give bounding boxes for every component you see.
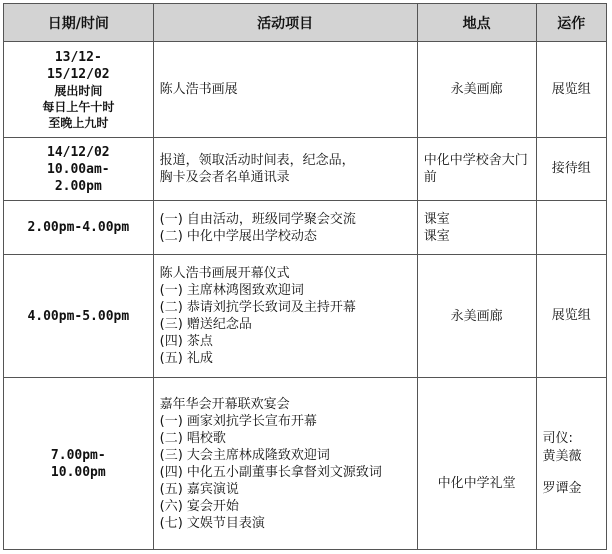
table-row bbox=[4, 255, 607, 378]
date-line: 14/12/02 bbox=[47, 144, 110, 160]
date-cell bbox=[4, 42, 154, 138]
activity-line: (四) 茶点 bbox=[159, 334, 213, 349]
activity-cell bbox=[153, 42, 417, 138]
activity-line: (一) 画家刘抗学长宣布开幕 bbox=[159, 413, 317, 429]
activity-cell bbox=[153, 255, 417, 378]
date-line: 2.00pm bbox=[54, 178, 102, 194]
schedule-table bbox=[3, 3, 607, 550]
activity-line: (五) 礼成 bbox=[159, 351, 213, 366]
activity-cell bbox=[153, 378, 417, 550]
header-operation: 运作 bbox=[536, 4, 606, 42]
activity-line: (二) 唱校歌 bbox=[159, 430, 226, 446]
operation-cell bbox=[536, 255, 606, 378]
header-activity: 活动项目 bbox=[153, 4, 417, 42]
activity-line: (一) 主席林鸿图致欢迎词 bbox=[159, 283, 304, 298]
operation-cell bbox=[536, 378, 606, 550]
header-date: 日期/时间 bbox=[4, 4, 154, 42]
operation-cell bbox=[536, 42, 606, 138]
operation-line: 展览组 bbox=[551, 81, 591, 97]
activity-line: (一) 自由活动，班级同学聚会交流 bbox=[159, 211, 356, 227]
table-row bbox=[4, 378, 607, 550]
date-cell bbox=[4, 138, 154, 201]
activity-line: (五) 嘉宾演说 bbox=[159, 481, 239, 497]
activity-line: (二) 恭请刘抗学长致词及主持开幕 bbox=[159, 300, 356, 315]
date-note-line: 至晚上九时 bbox=[48, 115, 109, 130]
date-line: 4.00pm-5.00pm bbox=[27, 308, 130, 324]
activity-line: (六) 宴会开始 bbox=[159, 498, 239, 514]
date-cell bbox=[4, 378, 154, 550]
activity-line: 陈人浩书画展 bbox=[159, 82, 238, 97]
date-line: 2.00pm-4.00pm bbox=[27, 220, 130, 235]
operation-cell bbox=[536, 201, 606, 255]
activity-cell bbox=[153, 201, 417, 255]
location-line: 课室 bbox=[423, 228, 450, 244]
location-cell bbox=[417, 201, 536, 255]
date-note-line: 每日上午十时 bbox=[42, 99, 115, 114]
activity-line: (二) 中化中学展出学校动态 bbox=[159, 228, 317, 244]
header-row bbox=[4, 4, 607, 42]
activity-line: 陈人浩书画展开幕仪式 bbox=[159, 266, 290, 281]
header-location: 地点 bbox=[417, 4, 536, 42]
operation-cell bbox=[536, 138, 606, 201]
location-cell: 永美画廊 bbox=[417, 255, 536, 378]
activity-line: 胸卡及会者名单通讯录 bbox=[159, 170, 290, 185]
activity-line: 嘉年华会开幕联欢宴会 bbox=[159, 396, 290, 412]
operation-line: 司仪: bbox=[542, 430, 573, 446]
date-line: 10.00pm bbox=[50, 464, 106, 480]
activity-line: (三) 赠送纪念品 bbox=[159, 317, 252, 332]
operation-line: 罗谭金 bbox=[542, 480, 582, 496]
date-line: 7.00pm- bbox=[50, 447, 106, 463]
operation-line: 接待组 bbox=[551, 161, 591, 176]
location-cell: 中化中学礼堂 bbox=[417, 378, 536, 550]
table-row bbox=[4, 201, 607, 255]
activity-cell bbox=[153, 138, 417, 201]
location-cell: 中化中学校舍大门前 bbox=[417, 138, 536, 201]
activity-line: (七) 文娱节目表演 bbox=[159, 515, 265, 531]
date-note-line: 展出时间 bbox=[54, 83, 103, 98]
location-cell: 永美画廊 bbox=[417, 42, 536, 138]
date-line: 10.00am- bbox=[47, 161, 110, 177]
operation-line: 黄美薇 bbox=[542, 448, 582, 464]
table-row bbox=[4, 42, 607, 138]
date-line: 15/12/02 bbox=[47, 66, 110, 82]
date-cell bbox=[4, 201, 154, 255]
operation-line: 展览组 bbox=[551, 308, 591, 323]
table-row bbox=[4, 138, 607, 201]
activity-line: 报道，领取活动时间表，纪念品， bbox=[159, 153, 355, 168]
activity-line: (四) 中化五小副董事长拿督刘文源致词 bbox=[159, 464, 382, 480]
date-line: 13/12- bbox=[54, 49, 102, 65]
date-cell bbox=[4, 255, 154, 378]
activity-line: (三) 大会主席林成隆致欢迎词 bbox=[159, 447, 330, 463]
location-line: 课室 bbox=[423, 211, 450, 227]
